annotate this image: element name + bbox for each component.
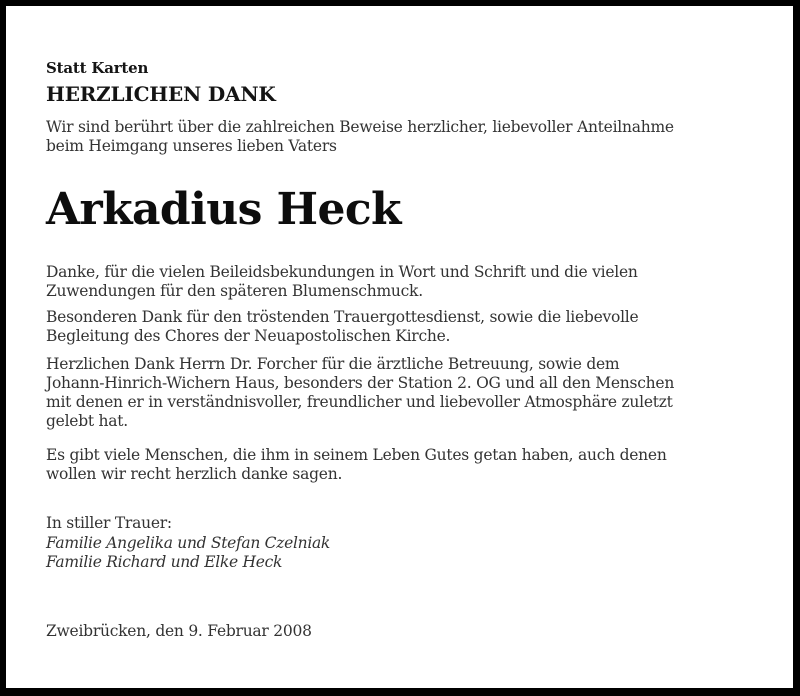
paragraph-line: Danke, für die vielen Beileidsbekundungen in Wort und Schrift und die vielen (46, 263, 638, 281)
paragraph-line: Begleitung des Chores der Neuapostolischen Kirche. (46, 327, 451, 345)
paragraph-line: Zuwendungen für den späteren Blumenschmuck. (46, 282, 423, 300)
intro-text (46, 118, 674, 156)
place-and-date: Zweibrücken, den 9. Februar 2008 (46, 622, 312, 640)
mourning-label: In stiller Trauer: (46, 514, 172, 532)
notice-kicker: Statt Karten (46, 59, 149, 77)
family-signatures (46, 534, 330, 572)
notice-headline: HERZLICHEN DANK (46, 82, 276, 106)
intro-line: Wir sind berührt über die zahlreichen Beweise herzlicher, liebevoller Anteilnahme (46, 118, 674, 136)
family-name: Familie Angelika und Stefan Czelniak (46, 534, 331, 552)
deceased-name: Arkadius Heck (46, 184, 401, 235)
thanks-paragraph (46, 355, 674, 431)
obituary-notice-card (6, 6, 793, 688)
paragraph-line: Herzlichen Dank Herrn Dr. Forcher für die ärztliche Betreuung, sowie dem (46, 355, 620, 373)
family-name: Familie Richard und Elke Heck (46, 553, 283, 571)
thanks-paragraph (46, 446, 667, 484)
intro-line: beim Heimgang unseres lieben Vaters (46, 137, 337, 155)
thanks-paragraph (46, 308, 638, 346)
paragraph-line: Besonderen Dank für den tröstenden Trauergottesdienst, sowie die liebevolle (46, 308, 639, 326)
paragraph-line: mit denen er in verständnisvoller, freundlicher und liebevoller Atmosphäre zuletzt (46, 393, 673, 411)
paragraph-line: Es gibt viele Menschen, die ihm in seinem Leben Gutes getan haben, auch denen (46, 446, 667, 464)
paragraph-line: gelebt hat. (46, 412, 128, 430)
thanks-paragraph (46, 263, 638, 301)
paragraph-line: Johann-Hinrich-Wichern Haus, besonders der Station 2. OG und all den Menschen (46, 374, 675, 392)
paragraph-line: wollen wir recht herzlich danke sagen. (46, 465, 343, 483)
